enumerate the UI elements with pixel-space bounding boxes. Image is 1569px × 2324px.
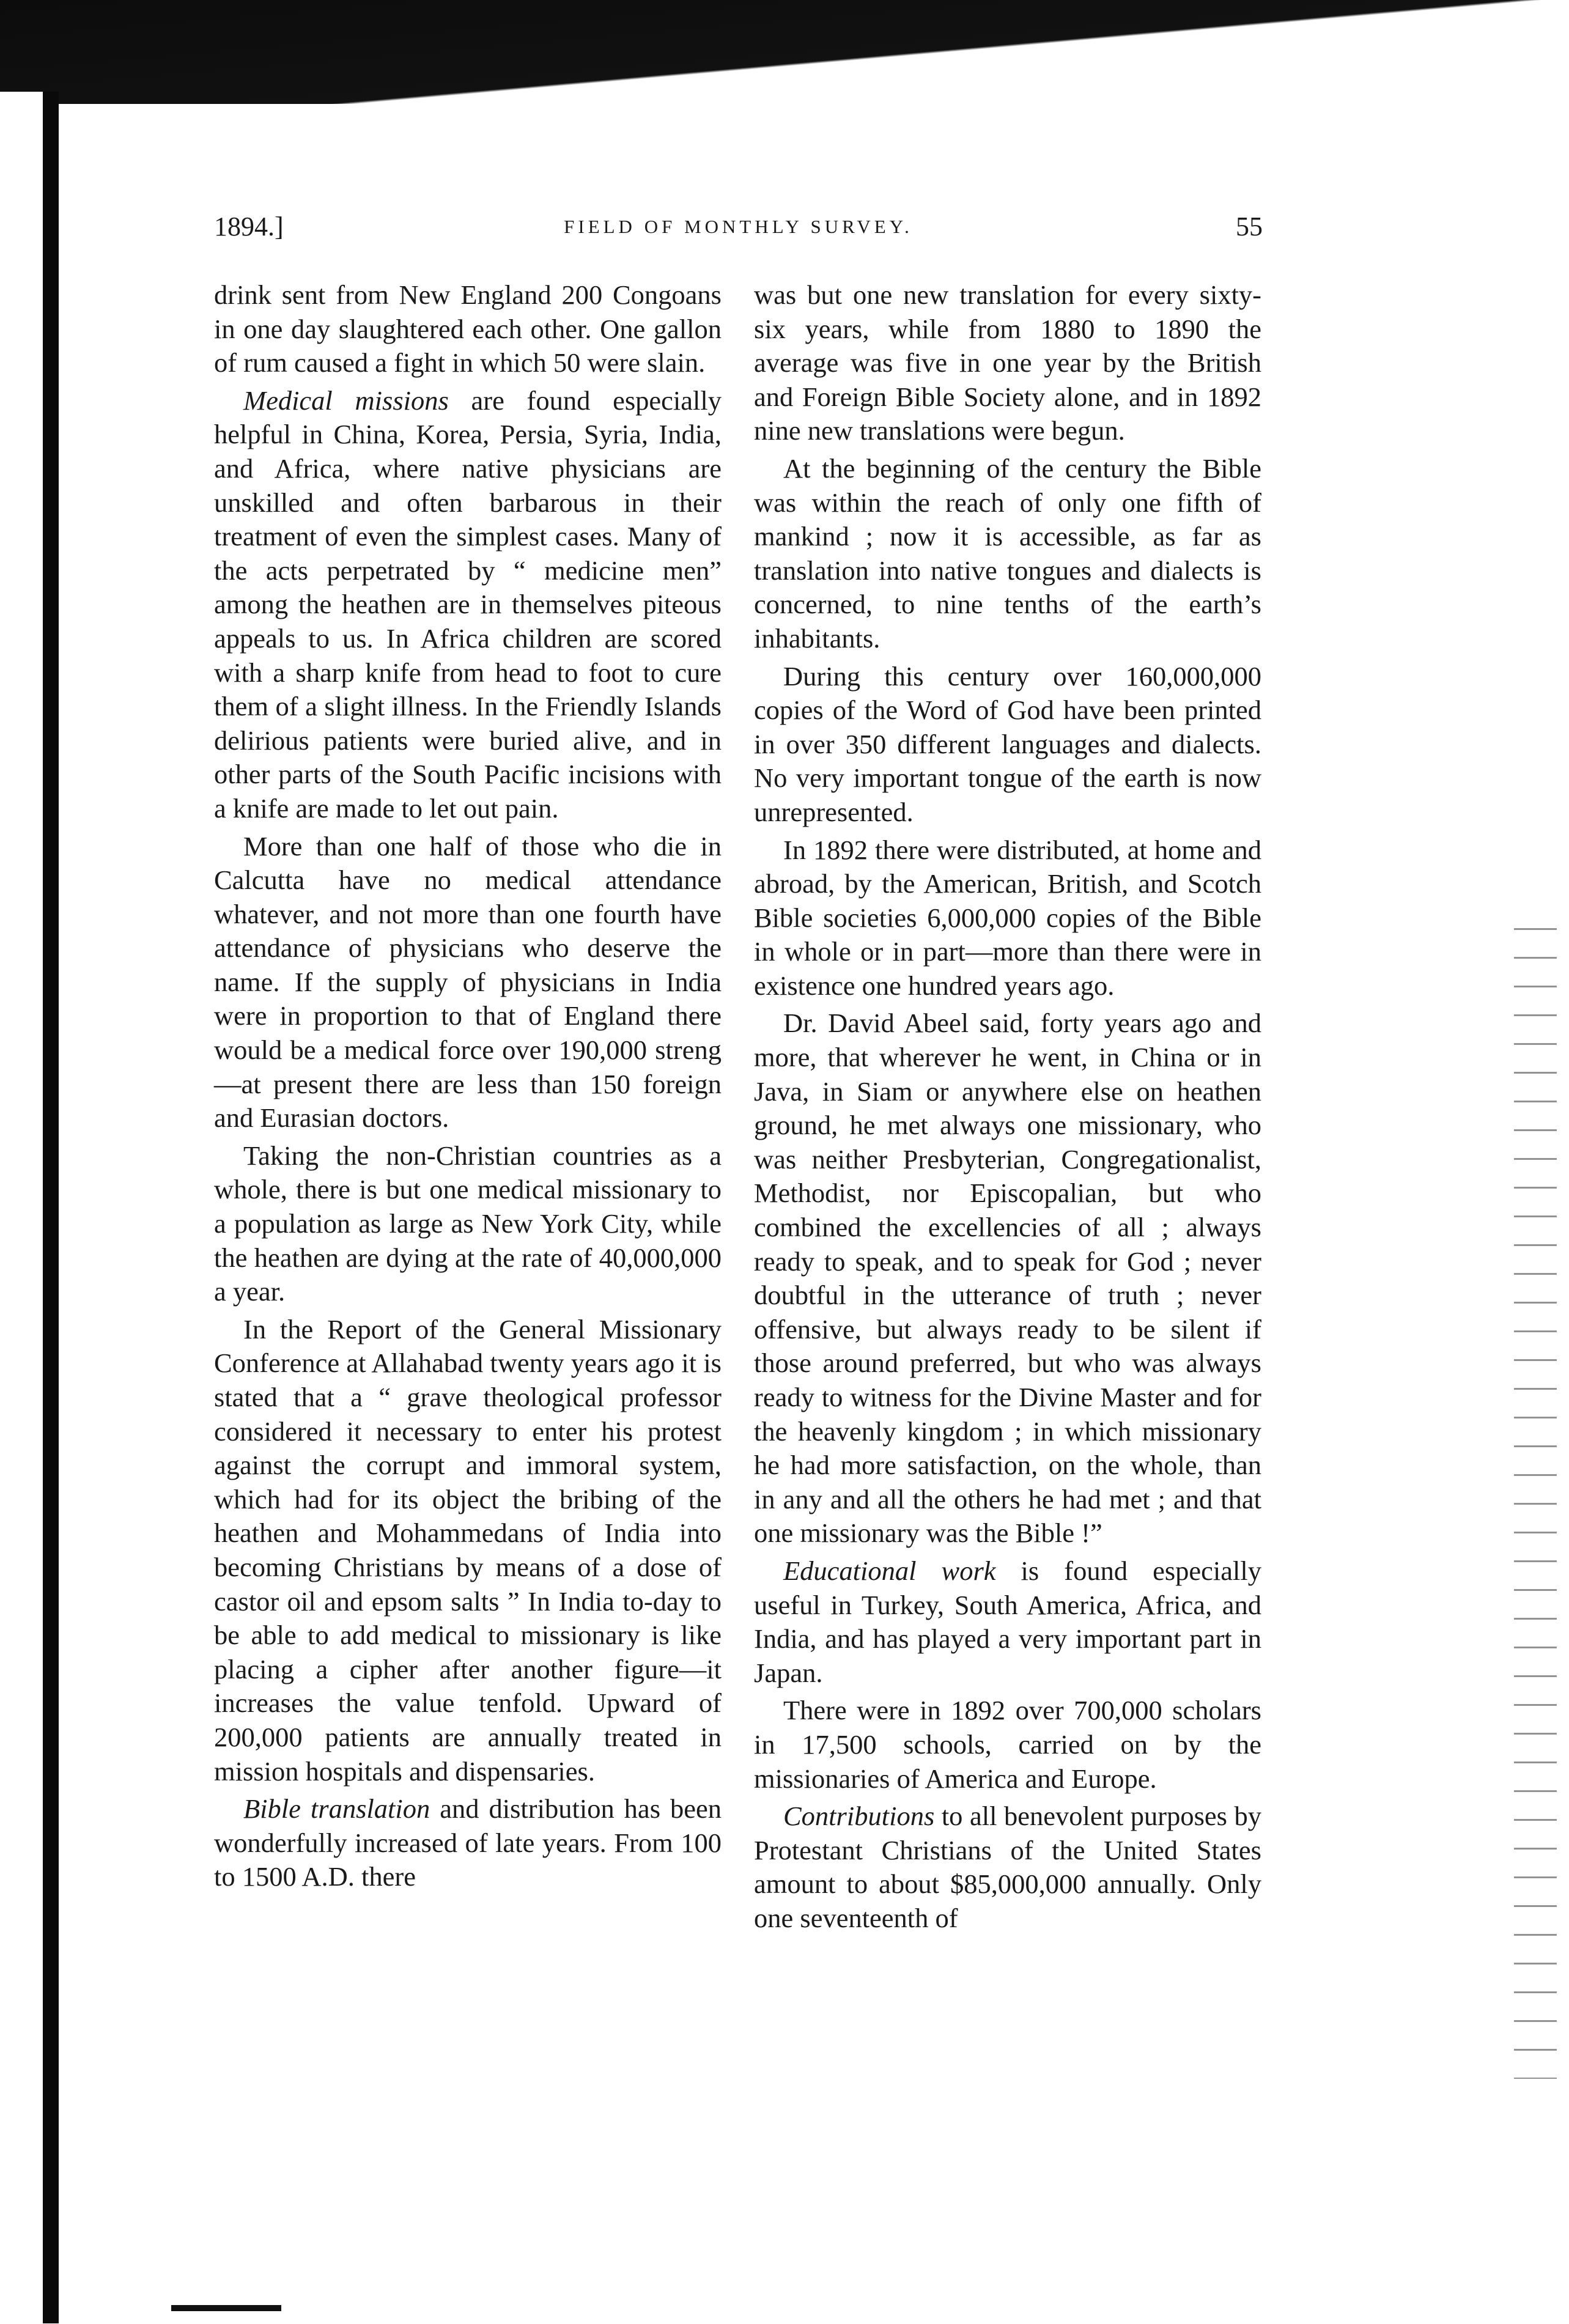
scan-bottom-mark	[171, 2305, 281, 2311]
scan-top-border	[0, 0, 1569, 104]
paragraph	[754, 1006, 1261, 1551]
paragraph	[214, 1313, 722, 1788]
paragraph-text: At the beginning of the century the Bible was within the reach of only one fifth of mankind ; now it is accessible, as far as translation into native tongues and dialects is concerned, to nine tenths of the earth’s inhabitants.	[754, 452, 1261, 654]
paragraph-text: is found especially useful in Turkey, South America, Africa, and India, and has played a very important part in Japan.	[754, 1555, 1261, 1688]
paragraph	[214, 1792, 722, 1894]
paragraph	[754, 1694, 1261, 1796]
paragraph-lead: Contributions	[783, 1801, 935, 1832]
right-column	[754, 278, 1261, 1936]
paragraph	[754, 1554, 1261, 1690]
paragraph-text: Taking the non-Christian countries as a whole, there is but one medical missionary to a population as large as New York City, while the heathen are dying at the rate of 40,000,000 a year.	[214, 1140, 722, 1307]
paragraph	[754, 833, 1261, 1003]
scan-left-margin	[0, 92, 43, 2323]
paragraph	[754, 1799, 1261, 1935]
paragraph-text: was but one new translation for every sixty-six years, while from 1880 to 1890 the average was five in one year by the British and Foreign Bible Society alone, and in 1892 nine new translations were begun.	[754, 279, 1261, 446]
paragraph	[214, 384, 722, 826]
paragraph-text: In 1892 there were distributed, at home and abroad, by the American, British, and Scotch Bible societies 6,000,000 copies of the Bible in whole or in part—more than there were in existence one hundred years ago.	[754, 834, 1261, 1001]
paragraph-text: More than one half of those who die in Calcutta have no medical attendance whatever, and not more than one fourth have attendance of physicians who deserve the name. If the supply of physicians in India were in proportion to that of England there would be a medical force over 190,000 streng—at present there are less than 150 foreign and Eurasian doctors.	[214, 830, 722, 1134]
paragraph	[214, 278, 722, 380]
paragraph-lead: Educational work	[783, 1555, 996, 1586]
scan-right-edge-noise	[1514, 917, 1557, 2079]
paragraph	[754, 452, 1261, 656]
running-header	[214, 211, 1263, 248]
paragraph-text: and distribution has been wonderfully increased of late years. From 100 to 1500 A.D. there	[214, 1793, 722, 1892]
left-column	[214, 278, 722, 1894]
paragraph-lead: Medical missions	[243, 385, 449, 416]
paragraph-text: Dr. David Abeel said, forty years ago and more, that wherever he went, in China or in Java, in Siam or anywhere else on heathen ground, he met always one missionary, who was neither Presbyterian, Congregationalist, Methodist, nor Episcopalian, but who combined the excellencies of all ; always ready to speak, and to speak for God ; never doubtful in the utterance of truth ; never offensive, but always ready to be silent if those around preferred, but who was always ready to witness for the Divine Master and for the heavenly kingdom ; in which missionary he had more satisfaction, on the whole, than in any and all the others he had met ; and that one missionary was the Bible !”	[754, 1008, 1261, 1549]
paragraph	[754, 278, 1261, 448]
header-year: 1894.]	[214, 212, 284, 242]
paragraph-text: In the Report of the General Missionary Conference at Allahabad twenty years ago it is stated that a “ grave theological professor considered it necessary to enter his protest against the corrupt and immoral system, which had for its object the bribing of the heathen and Mohammedans of India into becoming Christians by means of a dose of castor oil and epsom salts ” In India to-day to be able to add medical to missionary is like placing a cipher after another figure—it increases the value tenfold. Upward of 200,000 patients are annually treated in mission hospitals and dispensaries.	[214, 1313, 722, 1787]
paragraph-text: are found especially helpful in China, Korea, Persia, Syria, India, and Africa, where native physicians are unskilled and often barbarous in their treatment of even the simplest cases. Many of the acts perpetrated by “ medicine men” among the heathen are in themselves piteous appeals to us. In Africa children are scored with a sharp knife from head to foot to cure them of a slight illness. In the Friendly Islands delirious patients were buried alive, and in other parts of the South Pacific incisions with a knife are made to let out pain.	[214, 385, 722, 824]
paragraph-text: During this century over 160,000,000 copies of the Word of God have been printed in over 350 different languages and dialects. No very important tongue of the earth is now unrepresented.	[754, 660, 1261, 827]
paragraph-text: to all benevolent purposes by Protestant Christians of the United States amount to about $85,000,000 annually. Only one seventeenth of	[754, 1801, 1261, 1933]
page-number: 55	[1236, 212, 1263, 242]
header-title: FIELD OF MONTHLY SURVEY.	[564, 216, 913, 237]
scan-left-edge	[43, 92, 59, 2323]
paragraph	[214, 830, 722, 1135]
paragraph-text: There were in 1892 over 700,000 scholars in 17,500 schools, carried on by the missionaries of America and Europe.	[754, 1695, 1261, 1794]
paragraph-text: drink sent from New England 200 Congoans in one day slaughtered each other. One gallon of rum caused a fight in which 50 were slain.	[214, 279, 722, 378]
paragraph	[214, 1139, 722, 1309]
paragraph-lead: Bible translation	[243, 1793, 430, 1824]
paragraph	[754, 660, 1261, 830]
